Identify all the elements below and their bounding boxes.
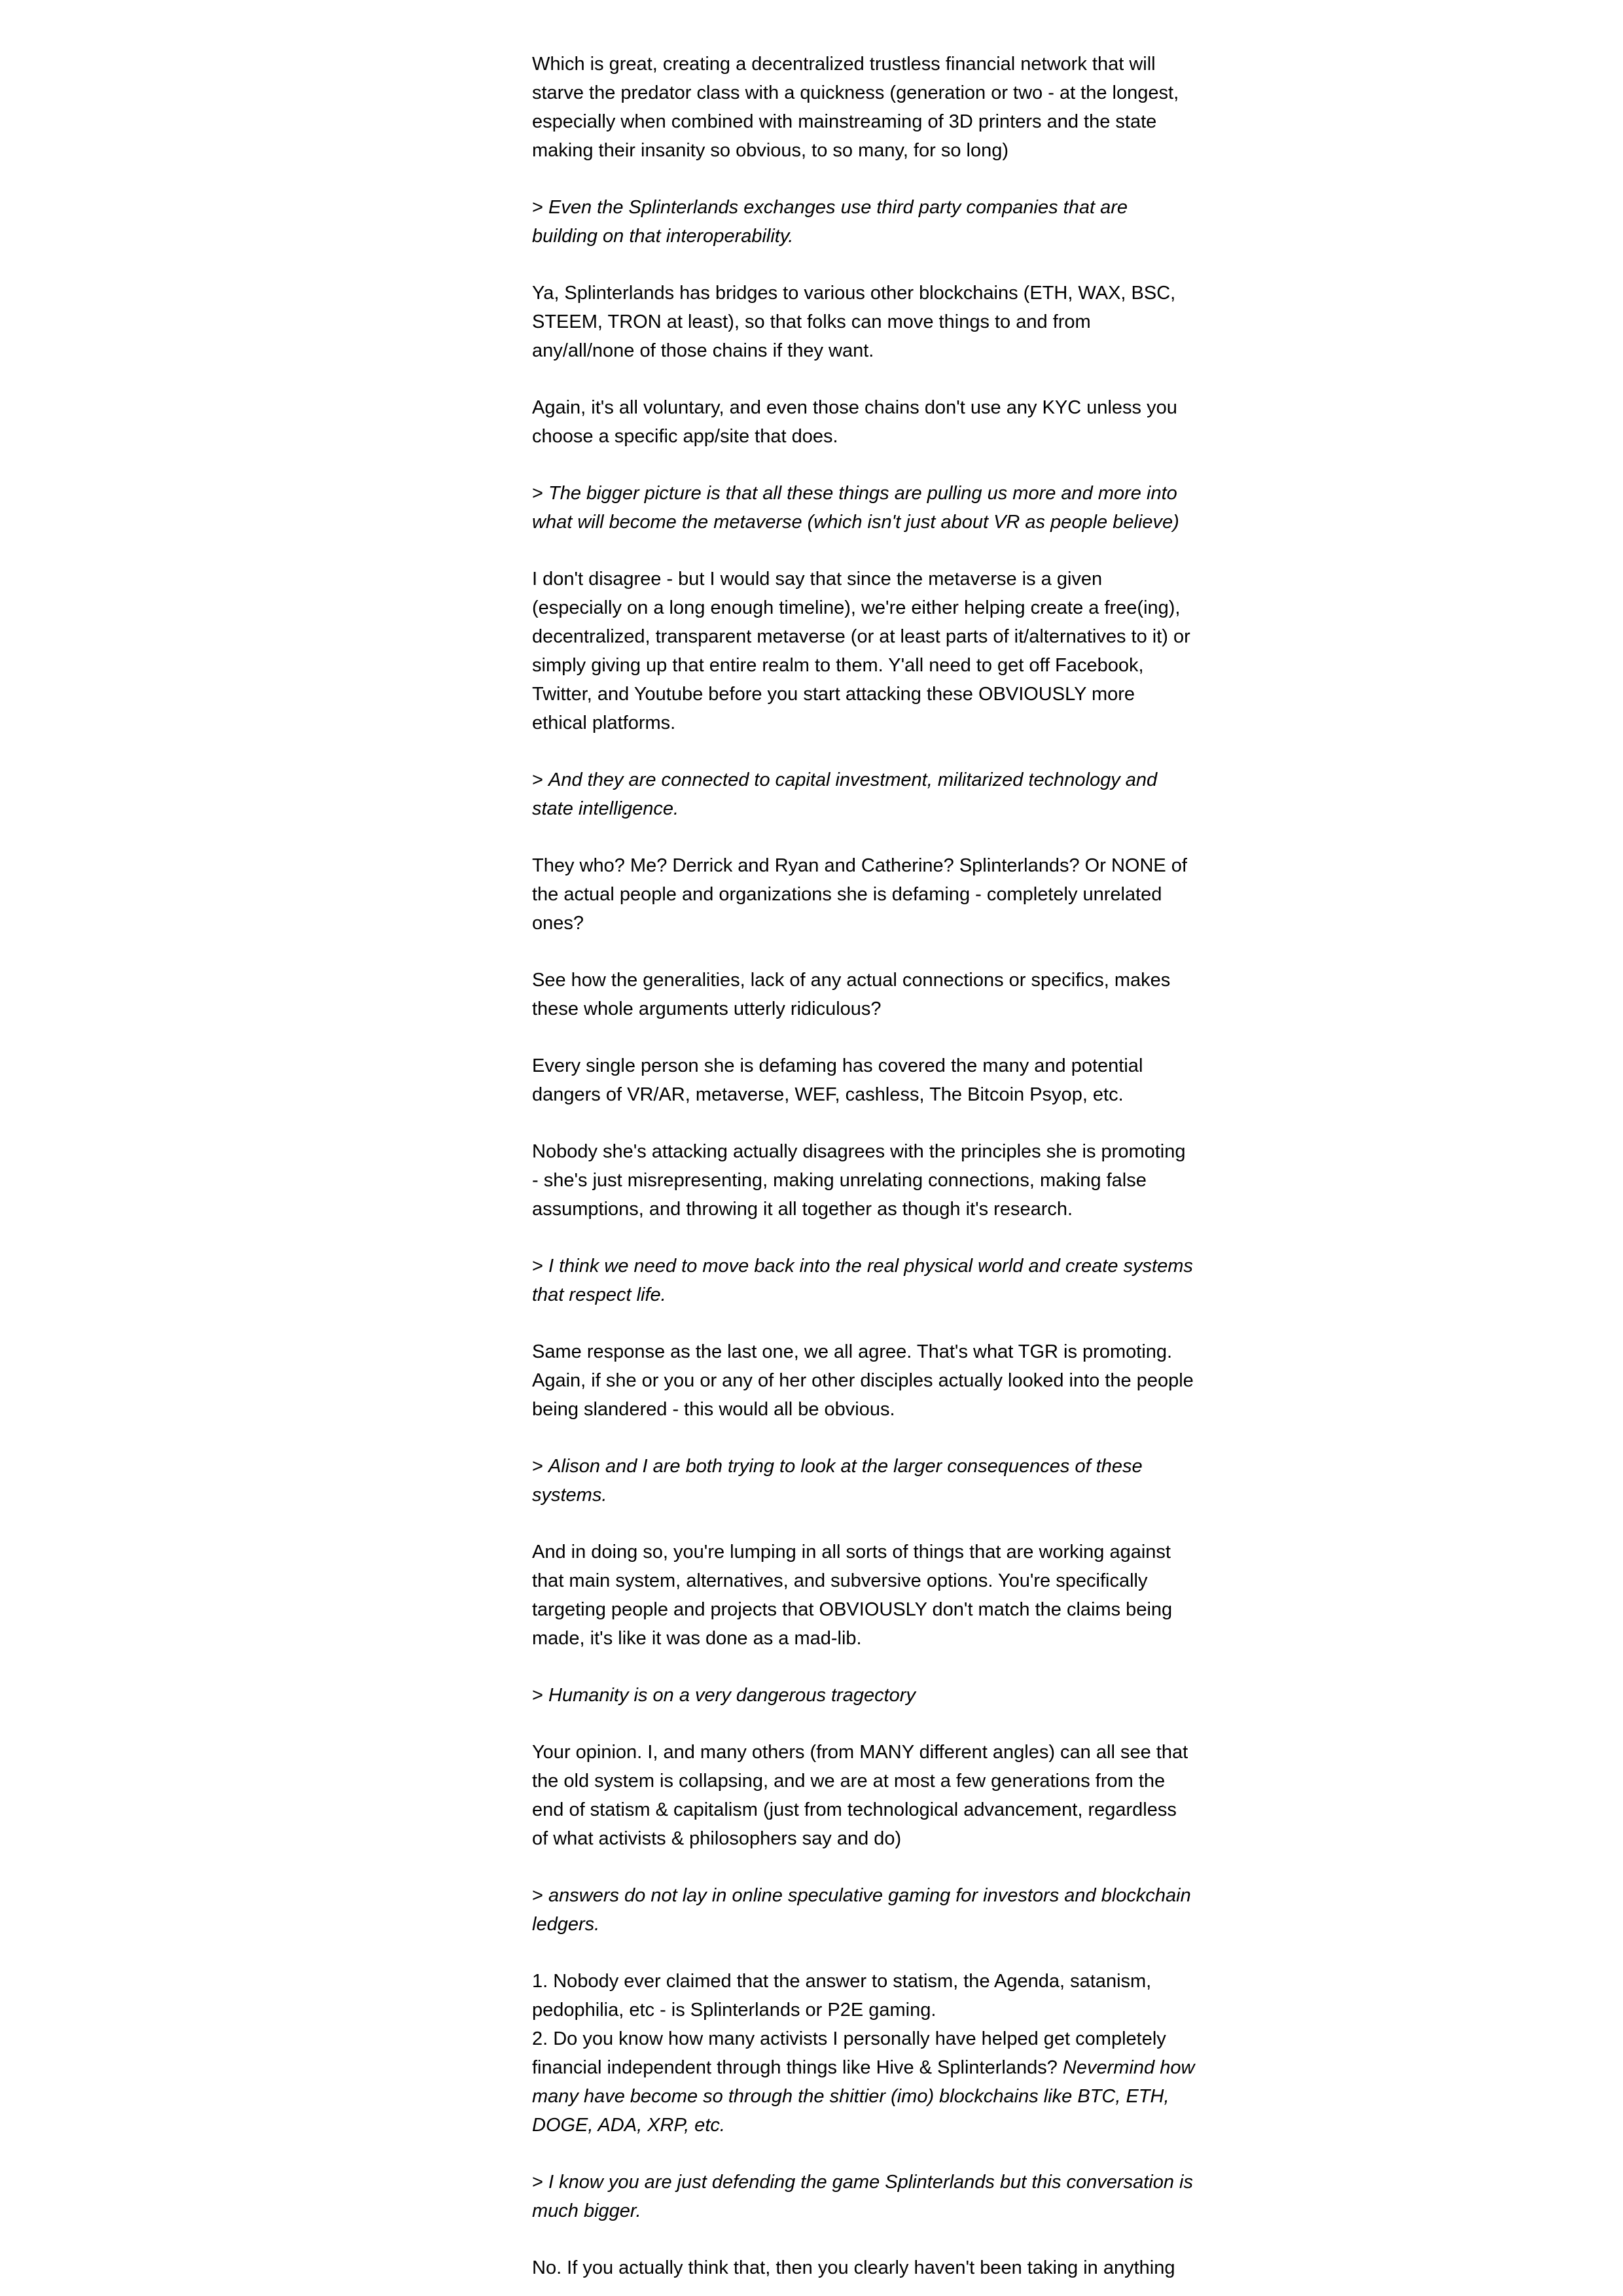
quote-marker: > bbox=[532, 1685, 548, 1706]
text-line: (especially on a long enough timeline), we're either helping create a free(ing), bbox=[532, 597, 1181, 618]
quote-line bbox=[532, 766, 1226, 794]
text-line: starve the predator class with a quickness (generation or two - at the longest, bbox=[532, 82, 1179, 103]
document-body bbox=[532, 50, 1226, 2282]
quote-paragraph bbox=[532, 193, 1226, 251]
paragraph bbox=[532, 1538, 1226, 1653]
quote-text: Humanity is on a very dangerous tragectory bbox=[548, 1685, 916, 1706]
text-line: the old system is collapsing, and we are at most a few generations from the bbox=[532, 1771, 1166, 1792]
quote-marker: > bbox=[532, 1885, 548, 1906]
list-item-line bbox=[532, 2053, 1226, 2082]
text-line: especially when combined with mainstreaming of 3D printers and the state bbox=[532, 111, 1157, 132]
quote-line bbox=[532, 1681, 1226, 1710]
text-line: Ya, Splinterlands has bridges to various other blockchains (ETH, WAX, BSC, bbox=[532, 283, 1176, 304]
quote-paragraph bbox=[532, 479, 1226, 537]
quote-paragraph bbox=[532, 766, 1226, 823]
quote-marker: > bbox=[532, 1256, 548, 1277]
text-line: the actual people and organizations she is defaming - completely unrelated bbox=[532, 884, 1162, 905]
text-line: And in doing so, you're lumping in all sorts of things that are working against bbox=[532, 1542, 1171, 1563]
quote-text: Even the Splinterlands exchanges use third party companies that are bbox=[548, 197, 1128, 218]
quote-line bbox=[532, 1881, 1226, 1910]
paragraph bbox=[532, 966, 1226, 1023]
quote-line bbox=[532, 1252, 1226, 1280]
text-line: Every single person she is defaming has covered the many and potential bbox=[532, 1055, 1143, 1076]
quote-line: much bigger. bbox=[532, 2200, 641, 2221]
list-item-italic-line: many have become so through the shittier (imo) blockchains like BTC, ETH, bbox=[532, 2086, 1169, 2107]
text-line: Which is great, creating a decentralized trustless financial network that will bbox=[532, 54, 1156, 75]
quote-line: systems. bbox=[532, 1485, 607, 1506]
text-line: Again, it's all voluntary, and even those chains don't use any KYC unless you bbox=[532, 397, 1177, 418]
text-line: ones? bbox=[532, 913, 584, 934]
quote-paragraph bbox=[532, 2168, 1226, 2225]
text-line: I don't disagree - but I would say that since the metaverse is a given bbox=[532, 569, 1103, 590]
text-line: targeting people and projects that OBVIOUSLY don't match the claims being bbox=[532, 1599, 1173, 1620]
text-line: choose a specific app/site that does. bbox=[532, 426, 838, 447]
paragraph bbox=[532, 1738, 1226, 1853]
paragraph bbox=[532, 2253, 1226, 2282]
quote-line bbox=[532, 2168, 1226, 2197]
paragraph bbox=[532, 393, 1226, 451]
quote-line: ledgers. bbox=[532, 1914, 600, 1935]
text-line: See how the generalities, lack of any actual connections or specifics, makes bbox=[532, 970, 1171, 991]
quote-line: that respect life. bbox=[532, 1284, 666, 1305]
quote-line: building on that interoperability. bbox=[532, 226, 794, 247]
text-line: Again, if she or you or any of her other disciples actually looked into the people bbox=[532, 1370, 1194, 1391]
quote-paragraph bbox=[532, 1881, 1226, 1939]
list-item-line: pedophilia, etc - is Splinterlands or P2E gaming. bbox=[532, 2000, 936, 2021]
text-line: end of statism & capitalism (just from technological advancement, regardless bbox=[532, 1799, 1177, 1820]
list-item-italic-text: Nevermind how bbox=[1062, 2057, 1195, 2078]
quote-marker: > bbox=[532, 1456, 548, 1477]
text-line: that main system, alternatives, and subversive options. You're specifically bbox=[532, 1570, 1148, 1591]
text-line: - she's just misrepresenting, making unrelating connections, making false bbox=[532, 1170, 1147, 1191]
list-item-line: 2. Do you know how many activists I personally have helped get completely bbox=[532, 2028, 1166, 2049]
quote-text: answers do not lay in online speculative gaming for investors and blockchain bbox=[548, 1885, 1191, 1906]
text-line: They who? Me? Derrick and Ryan and Catherine? Splinterlands? Or NONE of bbox=[532, 855, 1187, 876]
text-line: Your opinion. I, and many others (from MANY different angles) can all see that bbox=[532, 1742, 1188, 1763]
text-line: simply giving up that entire realm to them. Y'all need to get off Facebook, bbox=[532, 655, 1144, 676]
quote-paragraph bbox=[532, 1252, 1226, 1309]
quote-text: And they are connected to capital investment, militarized technology and bbox=[548, 769, 1158, 790]
quote-line bbox=[532, 193, 1226, 222]
quote-text: I think we need to move back into the real physical world and create systems bbox=[548, 1256, 1193, 1277]
text-line: ethical platforms. bbox=[532, 713, 676, 733]
text-line: decentralized, transparent metaverse (or at least parts of it/alternatives to it) or bbox=[532, 626, 1190, 647]
paragraph bbox=[532, 50, 1226, 165]
quote-paragraph bbox=[532, 1452, 1226, 1510]
paragraph bbox=[532, 565, 1226, 737]
text-line: Same response as the last one, we all agree. That's what TGR is promoting. bbox=[532, 1341, 1173, 1362]
paragraph bbox=[532, 279, 1226, 365]
quote-line bbox=[532, 1452, 1226, 1481]
quote-line bbox=[532, 479, 1226, 508]
list-item-italic-line: DOGE, ADA, XRP, etc. bbox=[532, 2115, 725, 2136]
quote-line: state intelligence. bbox=[532, 798, 679, 819]
text-line: of what activists & philosophers say and do) bbox=[532, 1828, 902, 1849]
text-line: making their insanity so obvious, to so many, for so long) bbox=[532, 140, 1009, 161]
paragraph bbox=[532, 1051, 1226, 1109]
list-item-text: financial independent through things like Hive & Splinterlands? bbox=[532, 2057, 1063, 2078]
paragraph bbox=[532, 1137, 1226, 1224]
text-line: No. If you actually think that, then you clearly haven't been taking in anything bbox=[532, 2257, 1175, 2278]
quote-text: Alison and I are both trying to look at the larger consequences of these bbox=[548, 1456, 1143, 1477]
text-line: Nobody she's attacking actually disagrees with the principles she is promoting bbox=[532, 1141, 1186, 1162]
quote-marker: > bbox=[532, 769, 548, 790]
quote-marker: > bbox=[532, 483, 548, 504]
text-line: being slandered - this would all be obvious. bbox=[532, 1399, 895, 1420]
quote-marker: > bbox=[532, 2172, 548, 2193]
text-line: any/all/none of those chains if they want. bbox=[532, 340, 874, 361]
quote-paragraph bbox=[532, 1681, 1226, 1710]
text-line: STEEM, TRON at least), so that folks can move things to and from bbox=[532, 311, 1091, 332]
list-item-line: 1. Nobody ever claimed that the answer to statism, the Agenda, satanism, bbox=[532, 1971, 1152, 1992]
text-line: dangers of VR/AR, metaverse, WEF, cashless, The Bitcoin Psyop, etc. bbox=[532, 1084, 1124, 1105]
paragraph bbox=[532, 851, 1226, 938]
numbered-list bbox=[532, 1967, 1226, 2140]
quote-line: what will become the metaverse (which isn't just about VR as people believe) bbox=[532, 512, 1179, 533]
text-line: these whole arguments utterly ridiculous? bbox=[532, 998, 882, 1019]
text-line: Twitter, and Youtube before you start attacking these OBVIOUSLY more bbox=[532, 684, 1135, 705]
quote-text: I know you are just defending the game Splinterlands but this conversation is bbox=[548, 2172, 1193, 2193]
quote-marker: > bbox=[532, 197, 548, 218]
quote-text: The bigger picture is that all these things are pulling us more and more into bbox=[548, 483, 1177, 504]
paragraph bbox=[532, 1337, 1226, 1424]
text-line: assumptions, and throwing it all together as though it's research. bbox=[532, 1199, 1073, 1220]
text-line: made, it's like it was done as a mad-lib. bbox=[532, 1628, 862, 1649]
